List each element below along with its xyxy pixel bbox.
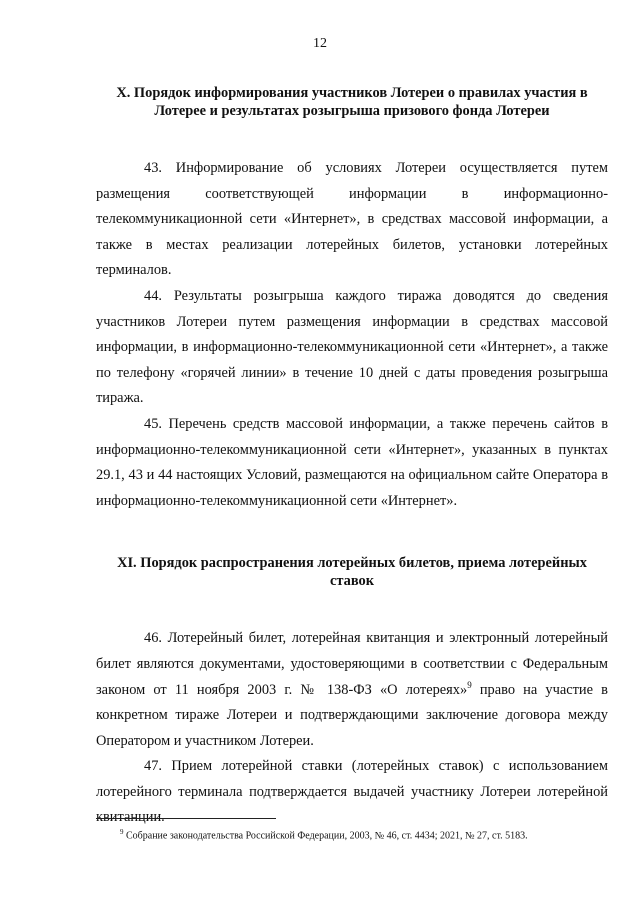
page-number: 12 — [313, 36, 327, 51]
clause-47: 47. Прием лотерейной ставки (лотерейных ставок) с использованием лотерейного терминала подтверждается выдачей участнику Лотереи лотерейной квитанции. — [96, 758, 608, 826]
clause-46 — [96, 626, 608, 754]
footnote-mark: 9 — [120, 828, 124, 836]
clause-45: 45. Перечень средств массовой информации, а также перечень сайтов в информационно-телекоммуникационной сети «Интернет», указанных в пунктах 29.1, 43 и 44 настоящих Условий, размещаются на официальном сайте Оператора в информационно-телекоммуникационной сети «Интернет». — [96, 415, 608, 509]
section-xi-heading: XI. Порядок распространения лотерейных билетов, приема лотерейных ставок — [117, 555, 587, 590]
clause-44: 44. Результаты розыгрыша каждого тиража доводятся до сведения участников Лотереи путем размещения информации в средствах массовой информации, в информационно-телекоммуникационной сети «Интернет», а также по телефону «горячей линии» в течение 10 дней с даты проведения розыгрыша тиража. — [96, 287, 608, 407]
document-body — [96, 84, 608, 831]
footnote-separator — [96, 818, 276, 819]
clause-46-text-start: 46. Лотерейный билет, лотерейная квитанция и электронный лотерейный билет являются документами, удостоверяющими в соответствии с Федеральным законом от 11 ноября 2003 г. № 138-ФЗ «О лотереях» — [96, 630, 608, 698]
clause-46-text-end: право на участие в конкретном тираже Лотереи и подтверждающими заключение договора между Оператором и участником Лотереи. — [96, 681, 608, 749]
footnote-text: Собрание законодательства Российской Федерации, 2003, № 46, ст. 4434; 2021, № 27, ст. 5183. — [123, 830, 528, 842]
clause-43: 43. Информирование об условиях Лотереи осуществляется путем размещения соответствующей информации в информационно-телекоммуникационной сети «Интернет», в средствах массовой информации, а также в местах реализации лотерейных билетов, установки лотерейных терминалов. — [96, 160, 608, 279]
section-x-heading: X. Порядок информирования участников Лотереи о правилах участия в Лотерее и результатах розыгрыша призового фонда Лотереи — [116, 85, 588, 119]
footnote — [120, 826, 608, 842]
footnote-reference: 9 — [467, 679, 472, 690]
